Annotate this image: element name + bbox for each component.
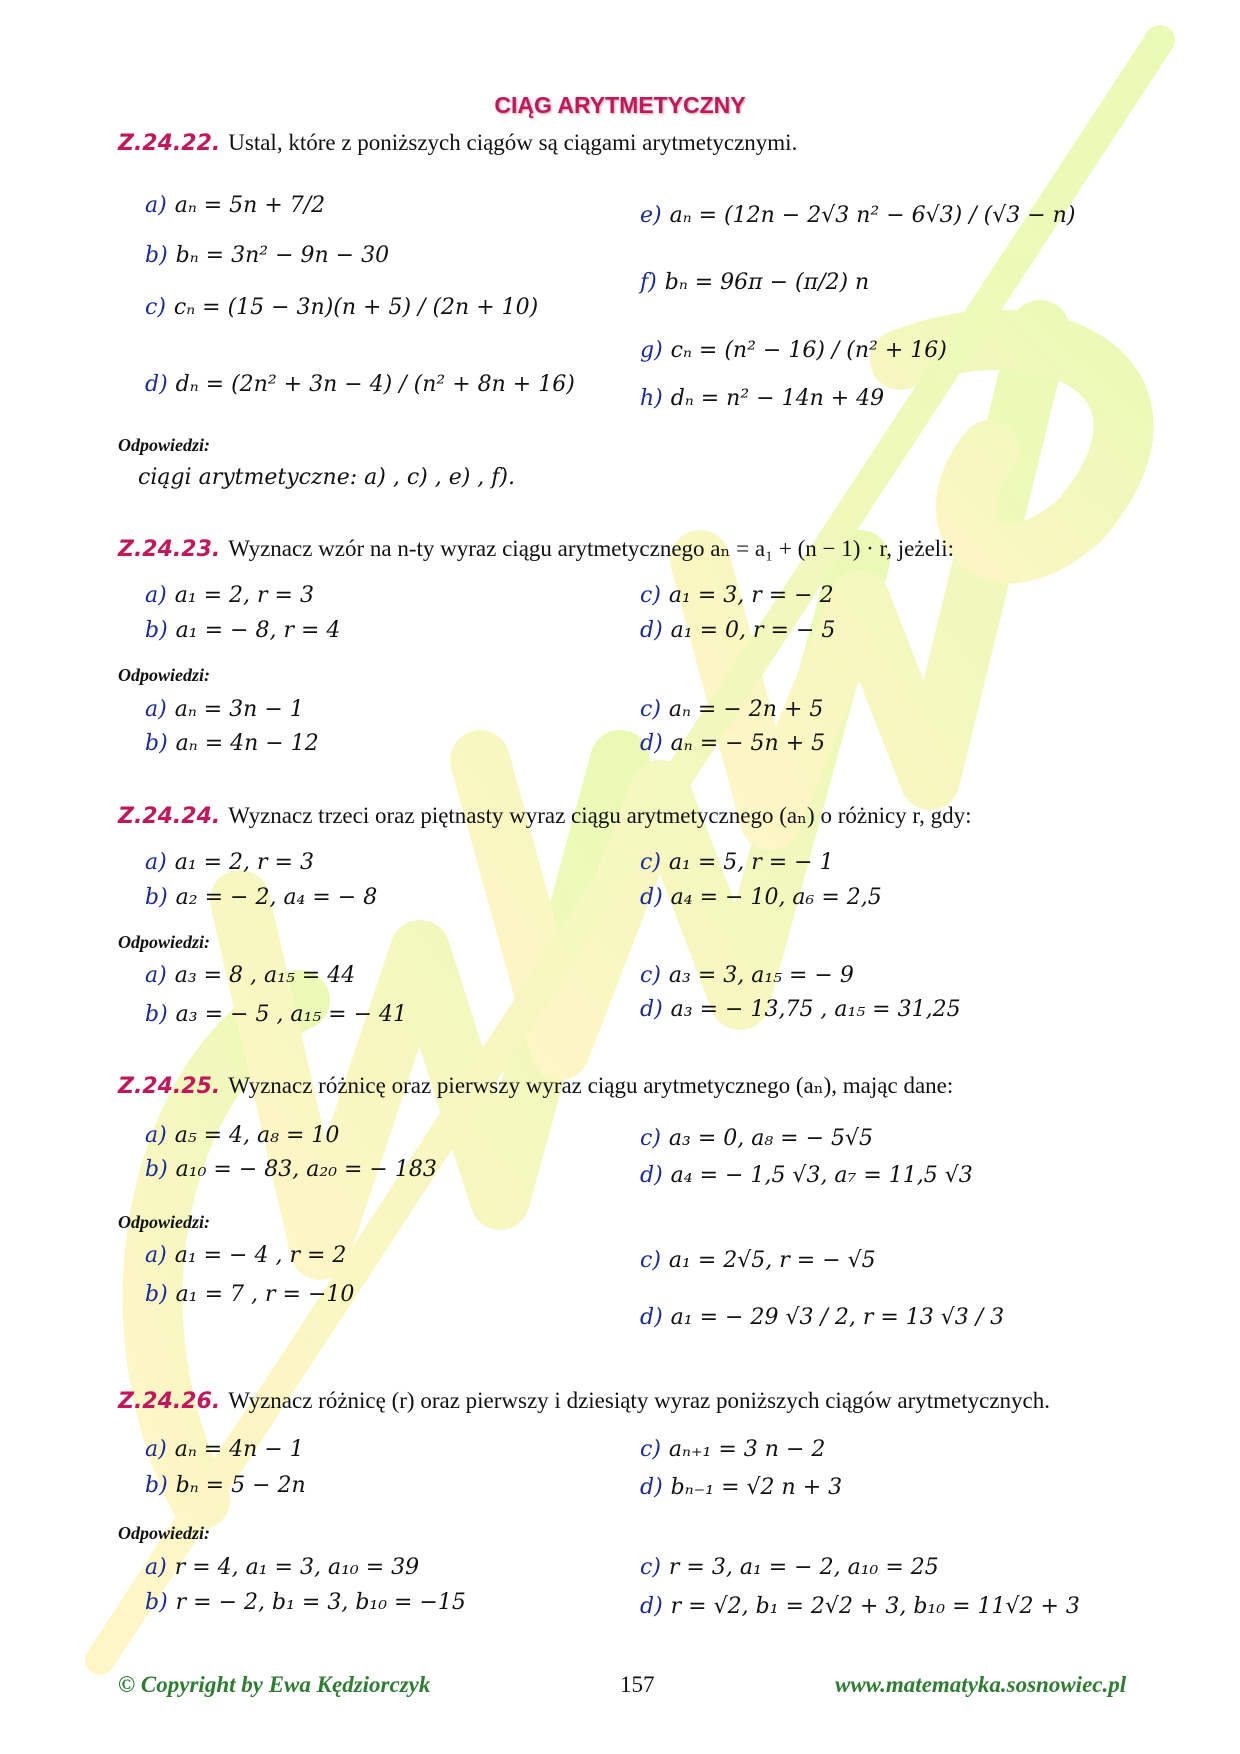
t25-answer-a: a) a₁ = − 4 , r = 2 — [145, 1243, 347, 1268]
t26-answers-heading: Odpowiedzi: — [118, 1523, 210, 1543]
t24-answer-c: c) a₃ = 3, a₁₅ = − 9 — [640, 963, 854, 988]
t24-answers-heading: Odpowiedzi: — [118, 932, 210, 952]
t25-answer-d: d) a₁ = − 29 √3 / 2, r = 13 √3 / 3 — [640, 1305, 1005, 1330]
t25-answer-c: c) a₁ = 2√5, r = − √5 — [640, 1248, 876, 1273]
t23-answer-d: d) aₙ = − 5n + 5 — [640, 731, 826, 756]
t26-answer-c: c) r = 3, a₁ = − 2, a₁₀ = 25 — [640, 1555, 939, 1580]
task-26-text: Wyznacz różnicę (r) oraz pierwszy i dziesiąty wyraz poniższych ciągów arytmetycznych. — [228, 1388, 1051, 1413]
task-24-header — [118, 803, 972, 829]
t24-item-c: c) a₁ = 5, r = − 1 — [640, 850, 834, 875]
t24-item-d: d) a₄ = − 10, a₆ = 2,5 — [640, 885, 882, 910]
t23-item-c: c) a₁ = 3, r = − 2 — [640, 583, 834, 608]
t22-item-b: b) bₙ = 3n² − 9n − 30 — [145, 243, 390, 268]
t26-answer-a: a) r = 4, a₁ = 3, a₁₀ = 39 — [145, 1555, 420, 1580]
t22-item-h: h) dₙ = n² − 14n + 49 — [640, 386, 885, 411]
t23-answer-c: c) aₙ = − 2n + 5 — [640, 697, 824, 722]
task-23-text: Wyznacz wzór na n-ty wyraz ciągu arytmetycznego aₙ = a₁ + (n − 1) · r, jeżeli: — [228, 536, 954, 561]
t25-item-a: a) a₅ = 4, a₈ = 10 — [145, 1123, 340, 1148]
t22-answer: ciągi arytmetyczne: a) , c) , e) , f). — [138, 465, 516, 490]
task-24-id: Z.24.24. — [118, 804, 221, 829]
task-22-text: Ustal, które z poniższych ciągów są ciągami arytmetycznymi. — [228, 130, 798, 155]
t24-answer-a: a) a₃ = 8 , a₁₅ = 44 — [145, 963, 356, 988]
t23-item-d: d) a₁ = 0, r = − 5 — [640, 618, 836, 643]
t22-item-a: a) aₙ = 5n + 7/2 — [145, 193, 326, 218]
watermark-letter-e — [900, 340, 1124, 554]
t23-answer-a: a) aₙ = 3n − 1 — [145, 697, 304, 722]
t24-item-b: b) a₂ = − 2, a₄ = − 8 — [145, 885, 378, 910]
task-25-id: Z.24.25. — [118, 1074, 221, 1099]
t22-item-f: f) bₙ = 96π − (π/2) n — [640, 270, 870, 295]
t23-item-a: a) a₁ = 2, r = 3 — [145, 583, 314, 608]
task-23-id: Z.24.23. — [118, 537, 221, 562]
t26-item-b: b) bₙ = 5 − 2n — [145, 1473, 306, 1498]
t22-item-e: e) aₙ = (12n − 2√3 n² − 6√3) / (√3 − n) — [640, 203, 1076, 228]
task-25-header — [118, 1073, 953, 1099]
t24-item-a: a) a₁ = 2, r = 3 — [145, 850, 314, 875]
task-26-id: Z.24.26. — [118, 1389, 221, 1414]
t25-item-c: c) a₃ = 0, a₈ = − 5√5 — [640, 1126, 874, 1151]
t26-item-c: c) aₙ₊₁ = 3 n − 2 — [640, 1437, 826, 1462]
t24-answer-d: d) a₃ = − 13,75 , a₁₅ = 31,25 — [640, 997, 961, 1022]
page-number: 157 — [620, 1672, 655, 1697]
page-title: CIĄG ARYTMETYCZNY — [494, 92, 746, 118]
t22-item-g: g) cₙ = (n² − 16) / (n² + 16) — [640, 338, 947, 363]
t23-answers-heading: Odpowiedzi: — [118, 665, 210, 685]
task-24-text: Wyznacz trzeci oraz piętnasty wyraz ciągu arytmetycznego (aₙ) o różnicy r, gdy: — [228, 803, 972, 828]
t23-answer-b: b) aₙ = 4n − 12 — [145, 731, 319, 756]
t22-item-c: c) cₙ = (15 − 3n)(n + 5) / (2n + 10) — [145, 295, 539, 320]
t25-answers-heading: Odpowiedzi: — [118, 1212, 210, 1232]
t26-item-a: a) aₙ = 4n − 1 — [145, 1437, 304, 1462]
footer-website[interactable]: www.matematyka.sosnowiec.pl — [835, 1672, 1127, 1697]
t25-item-b: b) a₁₀ = − 83, a₂₀ = − 183 — [145, 1157, 437, 1182]
t26-answer-b: b) r = − 2, b₁ = 3, b₁₀ = −15 — [145, 1590, 466, 1615]
t25-item-d: d) a₄ = − 1,5 √3, a₇ = 11,5 √3 — [640, 1163, 973, 1188]
t22-item-d: d) dₙ = (2n² + 3n − 4) / (n² + 8n + 16) — [145, 372, 575, 397]
t23-item-b: b) a₁ = − 8, r = 4 — [145, 618, 341, 643]
t26-item-d: d) bₙ₋₁ = √2 n + 3 — [640, 1475, 843, 1500]
task-23-header — [118, 536, 954, 562]
task-26-header — [118, 1388, 1050, 1414]
footer-copyright: © Copyright by Ewa Kędziorczyk — [118, 1672, 431, 1697]
t24-answer-b: b) a₃ = − 5 , a₁₅ = − 41 — [145, 1002, 408, 1027]
task-25-text: Wyznacz różnicę oraz pierwszy wyraz ciągu arytmetycznego (aₙ), mając dane: — [228, 1073, 954, 1098]
t22-answers-heading: Odpowiedzi: — [118, 435, 210, 455]
task-22-header — [118, 130, 797, 156]
t26-answer-d: d) r = √2, b₁ = 2√2 + 3, b₁₀ = 11√2 + 3 — [640, 1594, 1080, 1619]
task-22-id: Z.24.22. — [118, 131, 221, 156]
t25-answer-b: b) a₁ = 7 , r = −10 — [145, 1282, 355, 1307]
